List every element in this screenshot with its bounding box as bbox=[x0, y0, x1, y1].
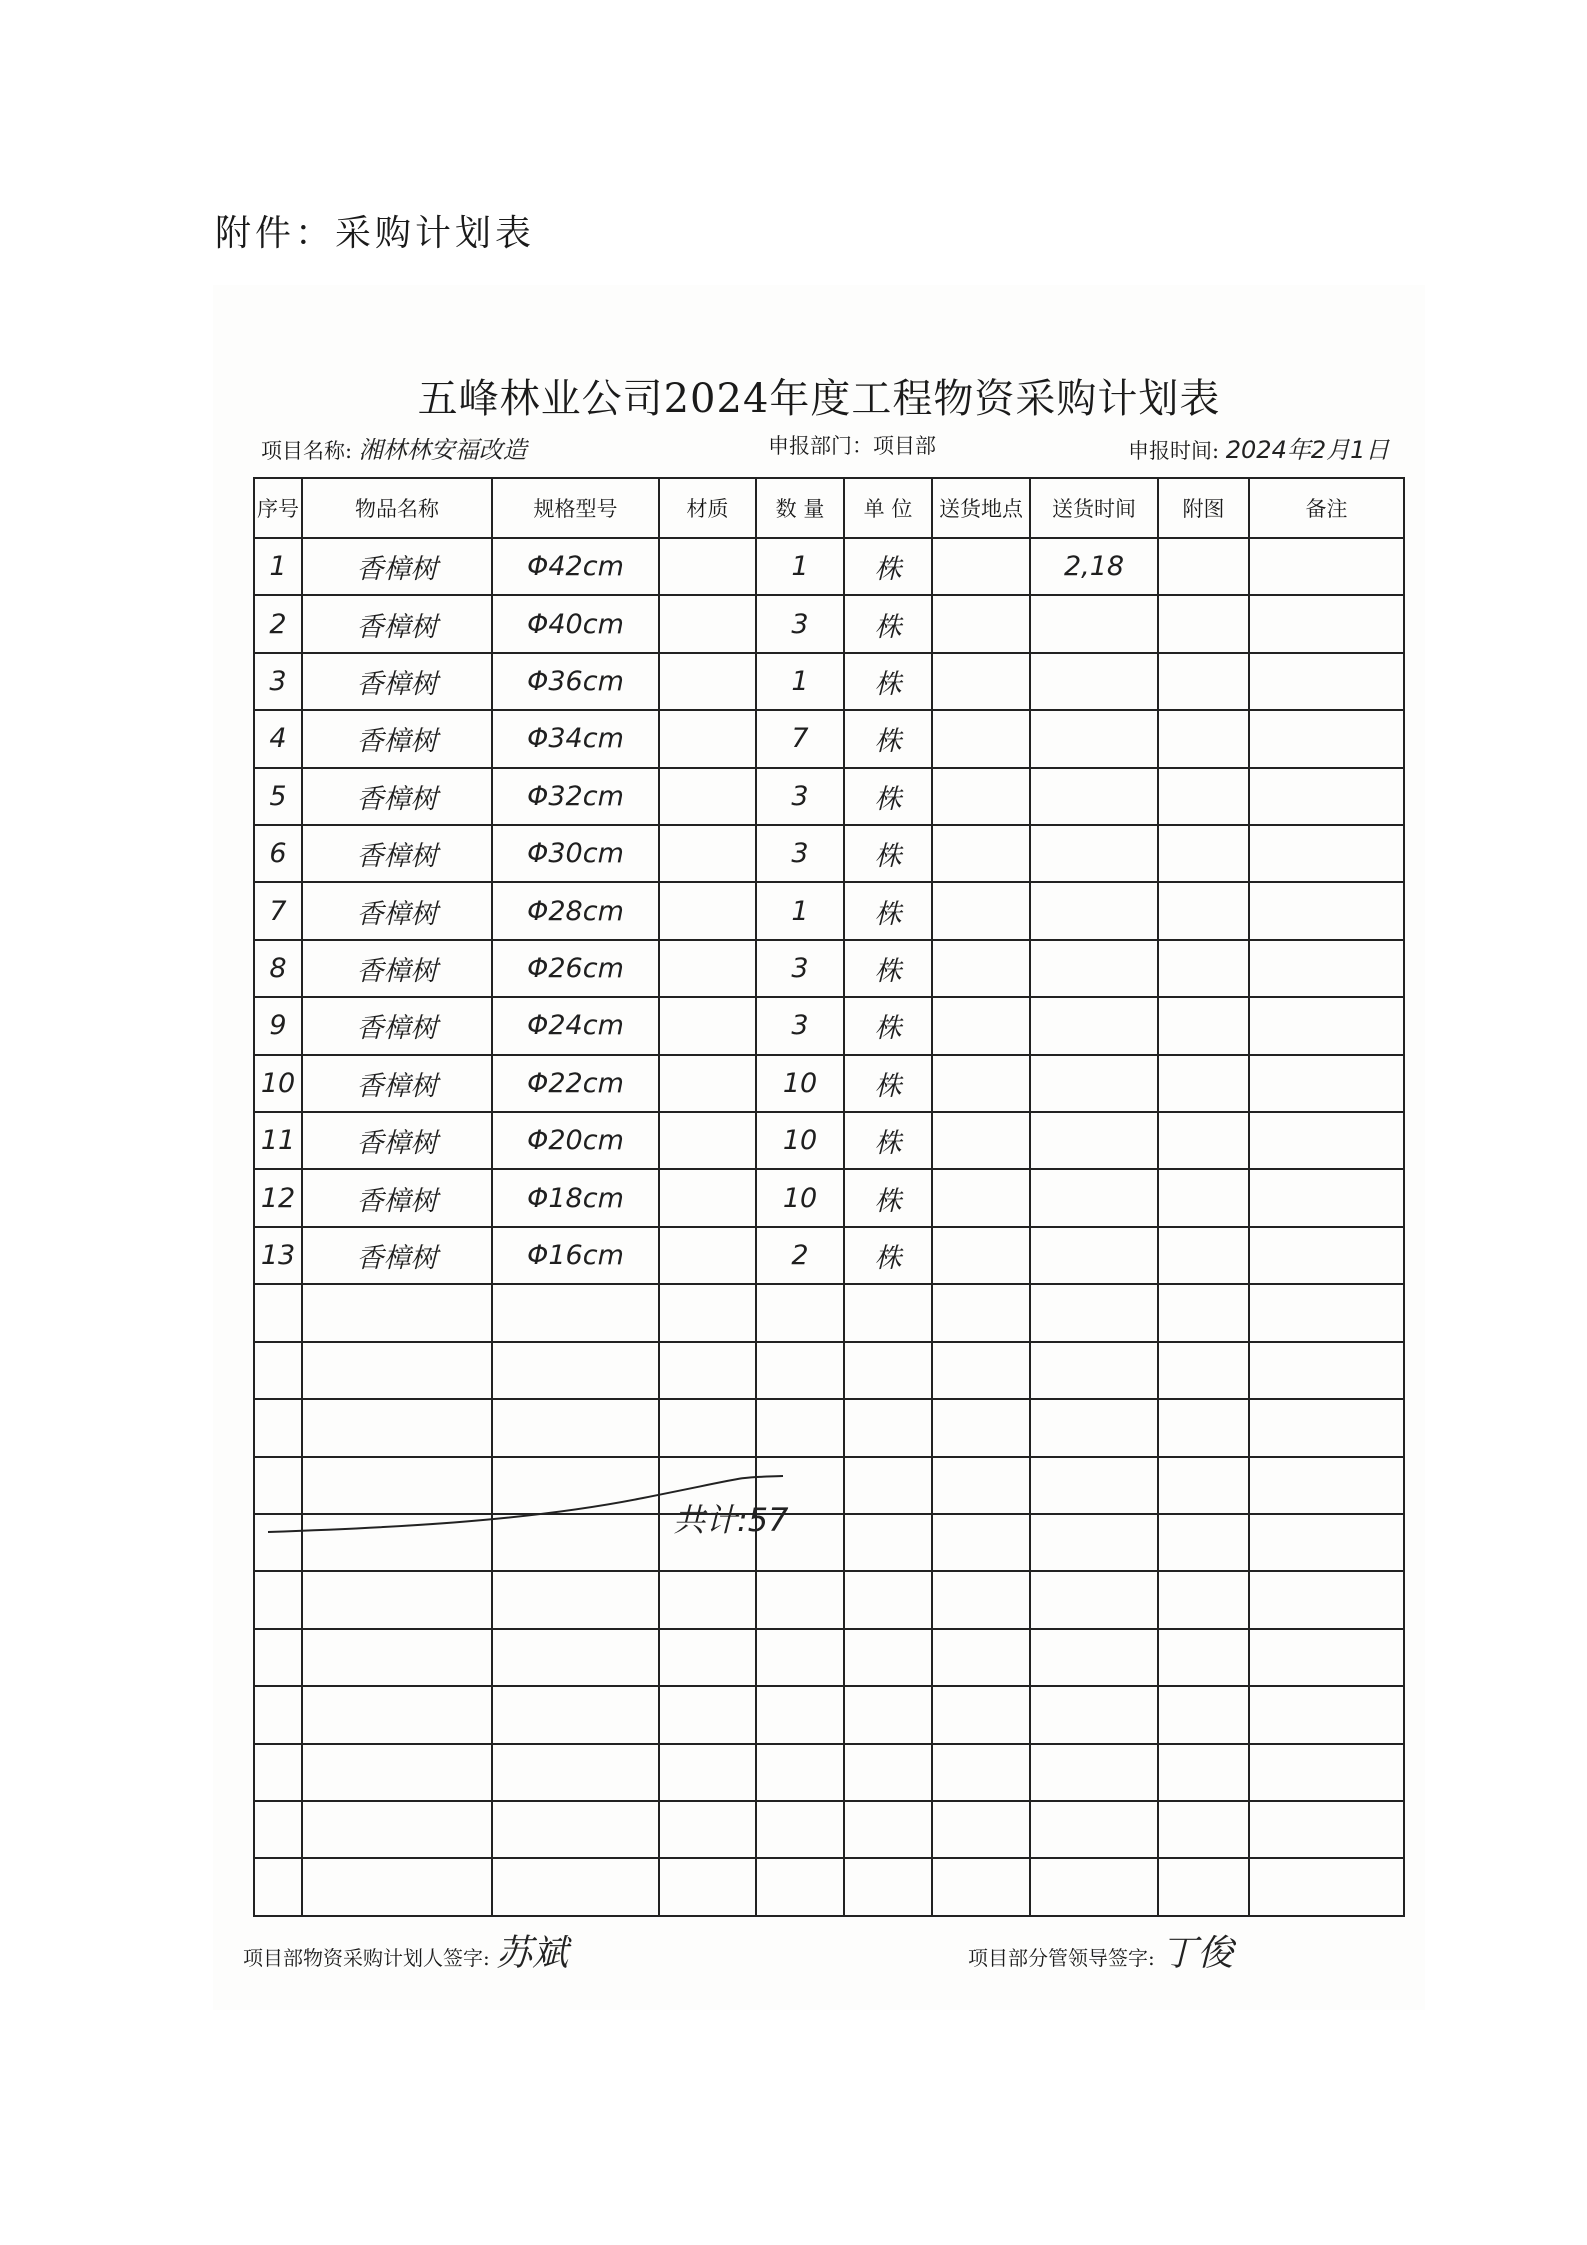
delivery-time-cell bbox=[1030, 768, 1158, 825]
item-name-cell bbox=[302, 1629, 492, 1686]
material-cell bbox=[659, 768, 756, 825]
delivery-place-cell bbox=[932, 1801, 1030, 1858]
spec-model-cell bbox=[492, 1284, 659, 1341]
drawing-cell bbox=[1158, 653, 1249, 710]
spec-model-cell: Φ22cm bbox=[492, 1055, 659, 1112]
delivery-time-cell bbox=[1030, 653, 1158, 710]
header-material: 材质 bbox=[659, 478, 756, 538]
table-row bbox=[254, 1055, 1404, 1112]
header-note: 备注 bbox=[1249, 478, 1404, 538]
quantity-cell bbox=[756, 1399, 844, 1456]
table-row bbox=[254, 1112, 1404, 1169]
unit-cell: 株 bbox=[844, 710, 932, 767]
delivery-time-cell bbox=[1030, 940, 1158, 997]
item-name-cell: 香樟树 bbox=[302, 1055, 492, 1112]
table-row bbox=[254, 1399, 1404, 1456]
spec-model-cell: Φ34cm bbox=[492, 710, 659, 767]
spec-model-cell: Φ36cm bbox=[492, 653, 659, 710]
row-number-cell: 7 bbox=[254, 882, 302, 939]
item-name-cell bbox=[302, 1858, 492, 1916]
quantity-cell bbox=[756, 1284, 844, 1341]
delivery-place-cell bbox=[932, 1858, 1030, 1916]
unit-cell bbox=[844, 1744, 932, 1801]
row-number-cell: 1 bbox=[254, 538, 302, 595]
header-qty: 数 量 bbox=[756, 478, 844, 538]
unit-cell: 株 bbox=[844, 882, 932, 939]
note-cell bbox=[1249, 653, 1404, 710]
material-cell bbox=[659, 997, 756, 1054]
delivery-time-cell bbox=[1030, 1055, 1158, 1112]
quantity-cell: 1 bbox=[756, 653, 844, 710]
row-number-cell: 2 bbox=[254, 595, 302, 652]
delivery-place-cell bbox=[932, 1112, 1030, 1169]
row-number-cell: 4 bbox=[254, 710, 302, 767]
delivery-time-cell bbox=[1030, 1342, 1158, 1399]
note-cell bbox=[1249, 1227, 1404, 1284]
drawing-cell bbox=[1158, 825, 1249, 882]
material-cell bbox=[659, 825, 756, 882]
delivery-time-cell bbox=[1030, 595, 1158, 652]
unit-cell: 株 bbox=[844, 1227, 932, 1284]
quantity-cell bbox=[756, 1342, 844, 1399]
delivery-place-cell bbox=[932, 1457, 1030, 1514]
table-row bbox=[254, 1744, 1404, 1801]
unit-cell bbox=[844, 1342, 932, 1399]
item-name-cell: 香樟树 bbox=[302, 1227, 492, 1284]
header-no: 序号 bbox=[254, 478, 302, 538]
item-name-cell bbox=[302, 1686, 492, 1743]
quantity-cell: 10 bbox=[756, 1112, 844, 1169]
date-label: 申报时间: bbox=[1128, 439, 1220, 463]
spec-model-cell bbox=[492, 1342, 659, 1399]
spec-model-cell: Φ42cm bbox=[492, 538, 659, 595]
planner-signature bbox=[243, 1925, 568, 1976]
header-time: 送货时间 bbox=[1030, 478, 1158, 538]
material-cell bbox=[659, 1112, 756, 1169]
table-row bbox=[254, 1342, 1404, 1399]
item-name-cell: 香樟树 bbox=[302, 710, 492, 767]
drawing-cell bbox=[1158, 1342, 1249, 1399]
header-place: 送货地点 bbox=[932, 478, 1030, 538]
quantity-cell bbox=[756, 1571, 844, 1628]
form-title: 五峰林业公司2024年度工程物资采购计划表 bbox=[417, 376, 1221, 422]
row-number-cell: 10 bbox=[254, 1055, 302, 1112]
row-number-cell bbox=[254, 1571, 302, 1628]
note-cell bbox=[1249, 1744, 1404, 1801]
delivery-time-cell bbox=[1030, 997, 1158, 1054]
delivery-time-cell bbox=[1030, 1801, 1158, 1858]
unit-cell bbox=[844, 1571, 932, 1628]
delivery-time-cell bbox=[1030, 1744, 1158, 1801]
table-row bbox=[254, 768, 1404, 825]
row-number-cell: 9 bbox=[254, 997, 302, 1054]
drawing-cell bbox=[1158, 538, 1249, 595]
note-cell bbox=[1249, 1055, 1404, 1112]
item-name-cell bbox=[302, 1284, 492, 1341]
table-row bbox=[254, 882, 1404, 939]
quantity-cell: 10 bbox=[756, 1055, 844, 1112]
delivery-time-cell bbox=[1030, 1514, 1158, 1571]
row-number-cell: 8 bbox=[254, 940, 302, 997]
delivery-time-cell bbox=[1030, 1112, 1158, 1169]
delivery-time-cell bbox=[1030, 1629, 1158, 1686]
delivery-place-cell bbox=[932, 1169, 1030, 1226]
quantity-cell bbox=[756, 1629, 844, 1686]
row-number-cell: 6 bbox=[254, 825, 302, 882]
spec-model-cell: Φ24cm bbox=[492, 997, 659, 1054]
delivery-time-cell bbox=[1030, 710, 1158, 767]
delivery-place-cell bbox=[932, 825, 1030, 882]
header-drawing: 附图 bbox=[1158, 478, 1249, 538]
material-cell bbox=[659, 1801, 756, 1858]
table-row bbox=[254, 1686, 1404, 1743]
table-row bbox=[254, 825, 1404, 882]
note-cell bbox=[1249, 1801, 1404, 1858]
item-name-cell bbox=[302, 1342, 492, 1399]
delivery-place-cell bbox=[932, 1055, 1030, 1112]
material-cell bbox=[659, 1227, 756, 1284]
date-value: 2024年2月1日 bbox=[1225, 436, 1390, 464]
item-name-cell: 香樟树 bbox=[302, 1169, 492, 1226]
row-number-cell bbox=[254, 1629, 302, 1686]
drawing-cell bbox=[1158, 1571, 1249, 1628]
header-name: 物品名称 bbox=[302, 478, 492, 538]
unit-cell bbox=[844, 1801, 932, 1858]
drawing-cell bbox=[1158, 1055, 1249, 1112]
project-value: 湘林林安福改造 bbox=[358, 436, 527, 464]
item-name-cell bbox=[302, 1571, 492, 1628]
drawing-cell bbox=[1158, 710, 1249, 767]
delivery-time-cell bbox=[1030, 882, 1158, 939]
spec-model-cell: Φ28cm bbox=[492, 882, 659, 939]
delivery-time-cell bbox=[1030, 1284, 1158, 1341]
delivery-place-cell bbox=[932, 1744, 1030, 1801]
item-name-cell bbox=[302, 1801, 492, 1858]
row-number-cell bbox=[254, 1858, 302, 1916]
delivery-time-cell bbox=[1030, 1169, 1158, 1226]
unit-cell bbox=[844, 1686, 932, 1743]
delivery-time-cell bbox=[1030, 1457, 1158, 1514]
delivery-time-cell: 2,18 bbox=[1030, 538, 1158, 595]
material-cell bbox=[659, 1629, 756, 1686]
unit-cell: 株 bbox=[844, 1112, 932, 1169]
item-name-cell: 香樟树 bbox=[302, 1112, 492, 1169]
row-number-cell: 11 bbox=[254, 1112, 302, 1169]
table-row bbox=[254, 1284, 1404, 1341]
quantity-cell: 7 bbox=[756, 710, 844, 767]
note-cell bbox=[1249, 1342, 1404, 1399]
spec-model-cell bbox=[492, 1629, 659, 1686]
material-cell bbox=[659, 538, 756, 595]
row-number-cell bbox=[254, 1399, 302, 1456]
note-cell bbox=[1249, 1514, 1404, 1571]
drawing-cell bbox=[1158, 1629, 1249, 1686]
unit-cell: 株 bbox=[844, 538, 932, 595]
drawing-cell bbox=[1158, 1169, 1249, 1226]
table-row bbox=[254, 940, 1404, 997]
note-cell bbox=[1249, 710, 1404, 767]
unit-cell bbox=[844, 1858, 932, 1916]
note-cell bbox=[1249, 595, 1404, 652]
note-cell bbox=[1249, 1686, 1404, 1743]
spec-model-cell bbox=[492, 1399, 659, 1456]
spec-model-cell: Φ20cm bbox=[492, 1112, 659, 1169]
drawing-cell bbox=[1158, 1514, 1249, 1571]
material-cell bbox=[659, 1055, 756, 1112]
drawing-cell bbox=[1158, 1801, 1249, 1858]
table-row bbox=[254, 538, 1404, 595]
note-cell bbox=[1249, 997, 1404, 1054]
material-cell bbox=[659, 1744, 756, 1801]
spec-model-cell: Φ16cm bbox=[492, 1227, 659, 1284]
delivery-place-cell bbox=[932, 710, 1030, 767]
material-cell bbox=[659, 653, 756, 710]
drawing-cell bbox=[1158, 882, 1249, 939]
drawing-cell bbox=[1158, 1457, 1249, 1514]
item-name-cell bbox=[302, 1399, 492, 1456]
planner-label: 项目部物资采购计划人签字: bbox=[243, 1946, 490, 1970]
spec-model-cell: Φ40cm bbox=[492, 595, 659, 652]
unit-cell bbox=[844, 1399, 932, 1456]
spec-model-cell bbox=[492, 1571, 659, 1628]
delivery-place-cell bbox=[932, 940, 1030, 997]
delivery-place-cell bbox=[932, 768, 1030, 825]
unit-cell bbox=[844, 1629, 932, 1686]
material-cell bbox=[659, 1571, 756, 1628]
delivery-place-cell bbox=[932, 1342, 1030, 1399]
table-row bbox=[254, 1571, 1404, 1628]
drawing-cell bbox=[1158, 768, 1249, 825]
row-number-cell bbox=[254, 1284, 302, 1341]
item-name-cell: 香樟树 bbox=[302, 538, 492, 595]
material-cell bbox=[659, 1284, 756, 1341]
row-number-cell bbox=[254, 1744, 302, 1801]
row-number-cell bbox=[254, 1686, 302, 1743]
drawing-cell bbox=[1158, 940, 1249, 997]
note-cell bbox=[1249, 1571, 1404, 1628]
header-unit: 单 位 bbox=[844, 478, 932, 538]
drawing-cell bbox=[1158, 1227, 1249, 1284]
note-cell bbox=[1249, 768, 1404, 825]
spec-model-cell bbox=[492, 1801, 659, 1858]
quantity-cell: 3 bbox=[756, 768, 844, 825]
quantity-cell: 3 bbox=[756, 997, 844, 1054]
delivery-place-cell bbox=[932, 1399, 1030, 1456]
delivery-place-cell bbox=[932, 1514, 1030, 1571]
leader-value: 丁俊 bbox=[1161, 1933, 1234, 1974]
drawing-cell bbox=[1158, 1284, 1249, 1341]
row-number-cell bbox=[254, 1801, 302, 1858]
quantity-cell bbox=[756, 1801, 844, 1858]
note-cell bbox=[1249, 940, 1404, 997]
attachment-title: 附件：采购计划表 bbox=[215, 213, 536, 254]
material-cell bbox=[659, 1858, 756, 1916]
delivery-place-cell bbox=[932, 1686, 1030, 1743]
quantity-cell: 3 bbox=[756, 595, 844, 652]
note-cell bbox=[1249, 1284, 1404, 1341]
table-row bbox=[254, 1169, 1404, 1226]
note-cell bbox=[1249, 1399, 1404, 1456]
note-cell bbox=[1249, 882, 1404, 939]
drawing-cell bbox=[1158, 1744, 1249, 1801]
quantity-cell: 10 bbox=[756, 1169, 844, 1226]
note-cell bbox=[1249, 1169, 1404, 1226]
department: 申报部门：项目部 bbox=[768, 434, 936, 458]
delivery-time-cell bbox=[1030, 1227, 1158, 1284]
item-name-cell: 香樟树 bbox=[302, 653, 492, 710]
delivery-place-cell bbox=[932, 1284, 1030, 1341]
drawing-cell bbox=[1158, 1112, 1249, 1169]
note-cell bbox=[1249, 1629, 1404, 1686]
table-row bbox=[254, 1858, 1404, 1916]
delivery-place-cell bbox=[932, 1571, 1030, 1628]
material-cell bbox=[659, 1169, 756, 1226]
spec-model-cell: Φ18cm bbox=[492, 1169, 659, 1226]
leader-signature bbox=[968, 1925, 1233, 1976]
material-cell bbox=[659, 1686, 756, 1743]
delivery-place-cell bbox=[932, 595, 1030, 652]
drawing-cell bbox=[1158, 1686, 1249, 1743]
material-cell bbox=[659, 710, 756, 767]
table-row bbox=[254, 1801, 1404, 1858]
delivery-time-cell bbox=[1030, 825, 1158, 882]
unit-cell: 株 bbox=[844, 1169, 932, 1226]
material-cell bbox=[659, 1342, 756, 1399]
delivery-place-cell bbox=[932, 1227, 1030, 1284]
unit-cell: 株 bbox=[844, 653, 932, 710]
drawing-cell bbox=[1158, 997, 1249, 1054]
row-number-cell: 12 bbox=[254, 1169, 302, 1226]
spec-model-cell bbox=[492, 1686, 659, 1743]
procurement-table bbox=[253, 477, 1405, 1917]
quantity-cell bbox=[756, 1744, 844, 1801]
spec-model-cell bbox=[492, 1744, 659, 1801]
project-name bbox=[261, 430, 527, 465]
delivery-time-cell bbox=[1030, 1858, 1158, 1916]
note-cell bbox=[1249, 1112, 1404, 1169]
unit-cell: 株 bbox=[844, 768, 932, 825]
table-row bbox=[254, 1227, 1404, 1284]
item-name-cell: 香樟树 bbox=[302, 940, 492, 997]
unit-cell bbox=[844, 1514, 932, 1571]
row-number-cell bbox=[254, 1342, 302, 1399]
row-number-cell: 13 bbox=[254, 1227, 302, 1284]
delivery-time-cell bbox=[1030, 1571, 1158, 1628]
leader-label: 项目部分管领导签字: bbox=[968, 1946, 1155, 1970]
spec-model-cell: Φ30cm bbox=[492, 825, 659, 882]
table-row bbox=[254, 595, 1404, 652]
drawing-cell bbox=[1158, 1399, 1249, 1456]
drawing-cell bbox=[1158, 595, 1249, 652]
unit-cell bbox=[844, 1284, 932, 1341]
delivery-time-cell bbox=[1030, 1686, 1158, 1743]
spec-model-cell bbox=[492, 1858, 659, 1916]
material-cell bbox=[659, 1399, 756, 1456]
item-name-cell bbox=[302, 1744, 492, 1801]
unit-cell: 株 bbox=[844, 1055, 932, 1112]
item-name-cell: 香樟树 bbox=[302, 882, 492, 939]
project-label: 项目名称: bbox=[261, 439, 353, 463]
row-number-cell: 5 bbox=[254, 768, 302, 825]
quantity-cell: 2 bbox=[756, 1227, 844, 1284]
delivery-place-cell bbox=[932, 653, 1030, 710]
item-name-cell: 香樟树 bbox=[302, 825, 492, 882]
material-cell bbox=[659, 595, 756, 652]
total-quantity: 共计:57 bbox=[673, 1501, 789, 1539]
note-cell bbox=[1249, 538, 1404, 595]
note-cell bbox=[1249, 825, 1404, 882]
quantity-cell: 3 bbox=[756, 825, 844, 882]
unit-cell: 株 bbox=[844, 997, 932, 1054]
quantity-cell bbox=[756, 1858, 844, 1916]
delivery-time-cell bbox=[1030, 1399, 1158, 1456]
item-name-cell: 香樟树 bbox=[302, 595, 492, 652]
item-name-cell: 香樟树 bbox=[302, 768, 492, 825]
note-cell bbox=[1249, 1858, 1404, 1916]
header-spec: 规格型号 bbox=[492, 478, 659, 538]
delivery-place-cell bbox=[932, 882, 1030, 939]
table-row bbox=[254, 997, 1404, 1054]
spec-model-cell: Φ32cm bbox=[492, 768, 659, 825]
table-row bbox=[254, 653, 1404, 710]
item-name-cell: 香樟树 bbox=[302, 997, 492, 1054]
row-number-cell: 3 bbox=[254, 653, 302, 710]
table-header bbox=[254, 478, 1404, 538]
unit-cell: 株 bbox=[844, 940, 932, 997]
unit-cell: 株 bbox=[844, 595, 932, 652]
quantity-cell: 1 bbox=[756, 538, 844, 595]
unit-cell bbox=[844, 1457, 932, 1514]
material-cell bbox=[659, 882, 756, 939]
planner-value: 苏斌 bbox=[496, 1933, 569, 1974]
unit-cell: 株 bbox=[844, 825, 932, 882]
report-date bbox=[1128, 430, 1389, 465]
table-row bbox=[254, 710, 1404, 767]
quantity-cell: 1 bbox=[756, 882, 844, 939]
drawing-cell bbox=[1158, 1858, 1249, 1916]
delivery-place-cell bbox=[932, 538, 1030, 595]
delivery-place-cell bbox=[932, 1629, 1030, 1686]
table-row bbox=[254, 1629, 1404, 1686]
quantity-cell bbox=[756, 1686, 844, 1743]
material-cell bbox=[659, 940, 756, 997]
quantity-cell: 3 bbox=[756, 940, 844, 997]
delivery-place-cell bbox=[932, 997, 1030, 1054]
scanned-form bbox=[213, 285, 1425, 2010]
note-cell bbox=[1249, 1457, 1404, 1514]
spec-model-cell: Φ26cm bbox=[492, 940, 659, 997]
